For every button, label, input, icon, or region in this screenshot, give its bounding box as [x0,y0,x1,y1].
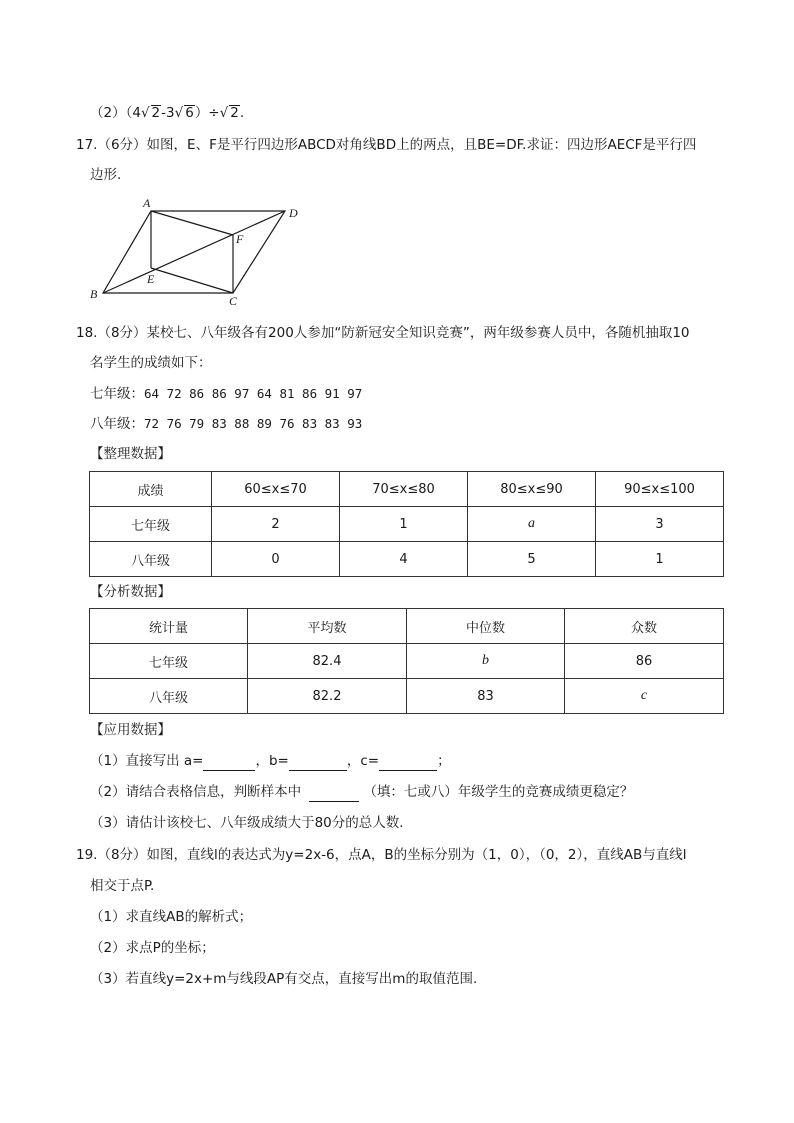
sqrt-icon: √ [219,105,229,121]
q16-sqrt-b: 6 [185,105,194,121]
q17-line1: 17.（6分）如图，E、F是平行四边形ABCD对角线BD上的两点，且BE=DF.求证：四边形AECF是平行四 [76,137,697,153]
sub1-a-label: a= [183,753,204,769]
table-header-cell: 众数 [565,609,724,644]
table-cell: 82.2 [248,679,407,714]
table-cell: 0 [212,542,340,577]
table-cell: 1 [596,542,724,577]
table-header-cell: 70≤x≤80 [340,472,468,507]
table-header-cell: 平均数 [248,609,407,644]
q16-end: . [239,105,245,121]
sqrt-icon: √ [140,105,150,121]
q16-part2 [90,103,244,123]
table-header-cell: 80≤x≤90 [468,472,596,507]
table-cell: 4 [340,542,468,577]
segment-ce [151,268,233,293]
sub2-suffix: （填：七或八）年级学生的竞赛成绩更稳定？ [363,784,634,800]
table-cell: 七年级 [90,644,248,679]
table-row [90,679,724,714]
sub1-b-label: ，b= [255,753,289,769]
table-row [90,472,724,507]
label-f: F [236,232,244,246]
table-header-cell: 成绩 [90,472,212,507]
answer-c-blank[interactable] [379,756,437,771]
table-cell: 八年级 [90,679,248,714]
table-row [90,609,724,644]
q18-line2: 名学生的成绩如下： [90,355,212,371]
table-header-cell: 60≤x≤70 [212,472,340,507]
q16-sqrt-a: 2 [151,105,161,121]
table-cell: a [468,507,596,542]
table-cell: 3 [596,507,724,542]
grade7-scores: 64 72 86 86 97 64 81 86 91 97 [144,386,363,401]
q17-line2: 边形. [90,167,122,183]
q18-sub3: （3）请估计该校七、八年级成绩大于80分的总人数. [90,815,404,831]
sub1-c-label: ，c= [346,753,380,769]
statistics-table [89,608,724,714]
q19-sub3: （3）若直线y=2x+m与线段AP有交点，直接写出m的取值范围. [90,971,478,987]
table-cell: 七年级 [90,507,212,542]
table-row [90,644,724,679]
sub1-prefix: （1）直接写出 [90,753,180,769]
table-cell: 82.4 [248,644,407,679]
table-cell: 5 [468,542,596,577]
table-cell: 2 [212,507,340,542]
sub2-prefix: （2）请结合表格信息，判断样本中 [90,784,302,800]
answer-grade-blank[interactable] [309,787,359,802]
q16-label: （2） [90,105,126,121]
table-header-cell: 90≤x≤100 [596,472,724,507]
section-apply-data: 【应用数据】 [90,722,171,738]
q16-minus3: -3 [161,105,175,121]
label-c: C [229,294,238,308]
q18-sub1 [90,751,451,771]
table-row [90,542,724,577]
table-cell: b [407,644,565,679]
grade7-label: 七年级： [90,386,144,402]
section-organize-data: 【整理数据】 [90,446,171,462]
q18-sub2 [90,782,633,802]
q16-expr-close: ）÷ [194,105,220,121]
q19-sub2: （2）求点P的坐标； [90,940,215,956]
answer-b-blank[interactable] [289,756,347,771]
label-a: A [143,196,151,210]
table-cell: 83 [407,679,565,714]
segment-af [151,211,233,235]
grade8-label: 八年级： [90,416,144,432]
table-row [90,507,724,542]
q19-line2: 相交于点P. [90,878,155,894]
grade8-scores: 72 76 79 83 88 89 76 83 83 93 [144,416,363,431]
q19-line1: 19.（8分）如图，直线l的表达式为y=2x-6，点A，B的坐标分别为（1，0），（0，2），直线AB与直线l [76,847,687,863]
q18-grade8 [90,414,362,434]
section-analyze-data: 【分析数据】 [90,584,171,600]
q18-grade7 [90,384,362,404]
q16-expr-open: （4 [125,105,141,121]
answer-a-blank[interactable] [203,756,255,771]
table-header-cell: 统计量 [90,609,248,644]
q19-sub1: （1）求直线AB的解析式； [90,909,253,925]
sqrt-icon: √ [174,105,184,121]
label-d: D [289,206,298,220]
label-b: B [90,287,98,301]
table-header-cell: 中位数 [407,609,565,644]
table-cell: 八年级 [90,542,212,577]
frequency-table [89,471,724,577]
q18-line1: 18.（8分）某校七、八年级各有200人参加“防新冠安全知识竞赛”，两年级参赛人员中，各随机抽取10 [76,325,690,341]
q16-sqrt-c: 2 [230,105,239,121]
table-cell: 1 [340,507,468,542]
table-cell: 86 [565,644,724,679]
label-e: E [147,272,155,286]
parallelogram-figure [85,193,325,308]
sub1-end: ； [437,753,451,769]
table-cell: c [565,679,724,714]
